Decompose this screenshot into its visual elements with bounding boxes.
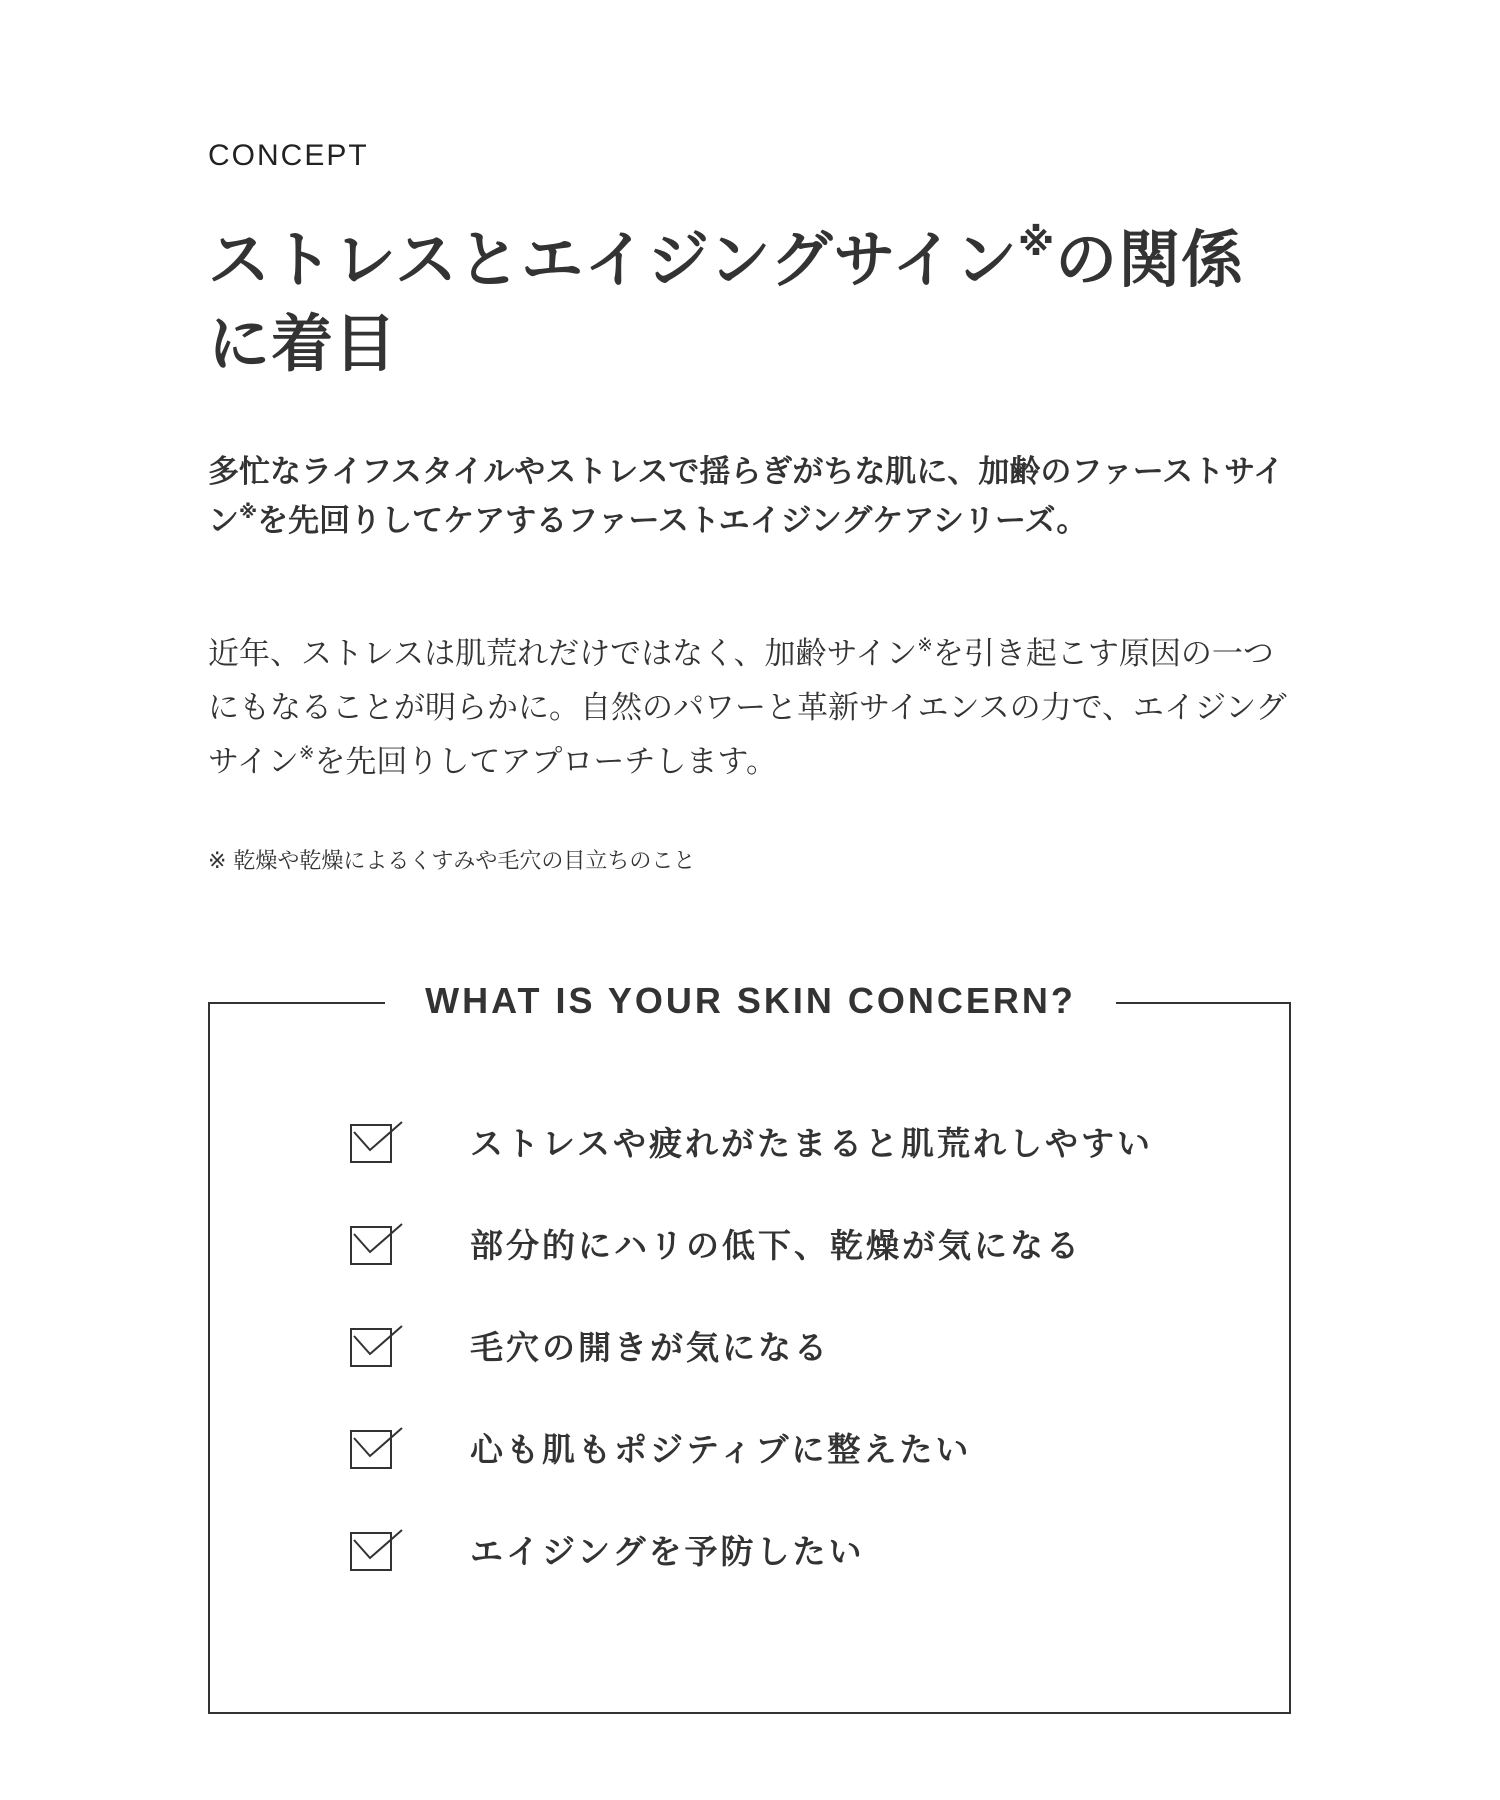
lead-text-1: 多忙なライフスタイルやストレスで揺らぎがちな肌に、加齢のファーストサイン	[208, 454, 1285, 539]
page-title	[208, 218, 1293, 386]
lead-footnote-mark: ※	[239, 501, 258, 523]
list-item	[350, 1120, 1154, 1222]
checkbox-check-icon	[350, 1222, 404, 1266]
checkbox-check-icon	[350, 1324, 404, 1368]
footnote: ※ 乾燥や乾燥によるくすみや毛穴の目立ちのこと	[208, 849, 696, 874]
list-item	[350, 1222, 1082, 1324]
checkbox-check-icon	[350, 1528, 404, 1572]
concern-label: 部分的にハリの低下、乾燥が気になる	[470, 1226, 1082, 1265]
body-footnote-mark-1: ※	[917, 634, 933, 656]
list-item	[350, 1324, 830, 1426]
body-paragraph	[208, 627, 1293, 789]
concern-label: ストレスや疲れがたまると肌荒れしやすい	[470, 1124, 1154, 1163]
lead-text-2: を先回りしてケアするファーストエイジングケアシリーズ。	[257, 503, 1088, 539]
body-text-1: 近年、ストレスは肌荒れだけではなく、加齢サイン	[208, 636, 918, 672]
body-text-2: を引き起こす原因の一つにもなることが明らかに。自然のパワーと革新サイエンスの力で、エイジングサイン	[208, 636, 1287, 780]
body-footnote-mark-2: ※	[298, 742, 315, 764]
headline-rest: の関係に着目	[208, 223, 1245, 380]
skin-concern-title-wrap	[208, 976, 1293, 1026]
skin-concern-title: WHAT IS YOUR SKIN CONCERN?	[385, 976, 1116, 1026]
concern-label: 心も肌もポジティブに整えたい	[470, 1430, 972, 1469]
concern-label: 毛穴の開きが気になる	[470, 1328, 830, 1367]
section-eyebrow: CONCEPT	[208, 139, 369, 172]
lead-paragraph	[208, 448, 1293, 546]
body-text-3: を先回りしてアプローチします。	[314, 744, 777, 780]
checkbox-check-icon	[350, 1120, 404, 1164]
list-item	[350, 1528, 865, 1630]
skin-concern-list	[350, 1120, 1154, 1630]
list-item	[350, 1426, 972, 1528]
checkbox-check-icon	[350, 1426, 404, 1470]
concern-label: エイジングを予防したい	[470, 1532, 865, 1571]
headline-footnote-mark: ※	[1018, 219, 1056, 264]
headline-main: ストレスとエイジングサイン	[208, 223, 1019, 296]
